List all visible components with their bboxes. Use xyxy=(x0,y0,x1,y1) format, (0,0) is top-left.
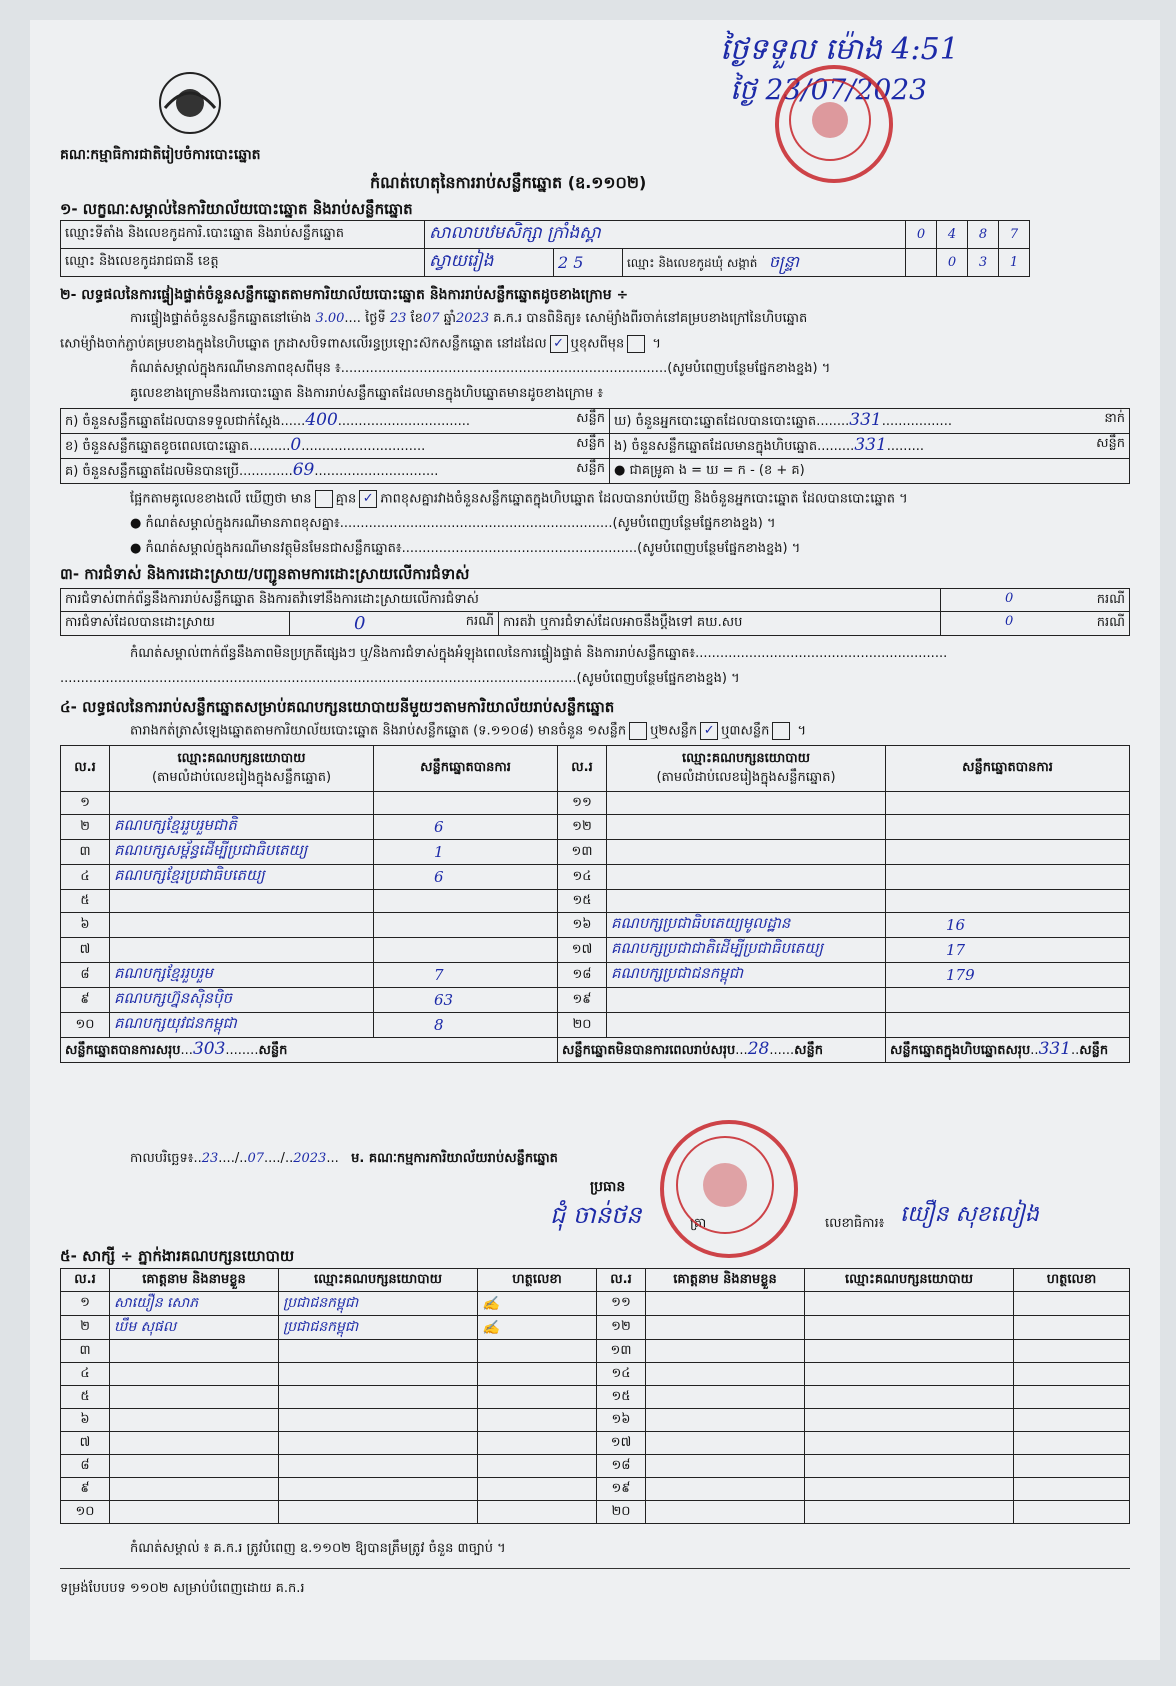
appeal-label: ការតវ៉ា ឬការជំទាស់ដែលអាចនឹងប្តឹងទៅ គឃ.សប xyxy=(499,612,941,636)
three-sheet-checkbox[interactable] xyxy=(772,722,790,740)
verify-line-2: សោម៉្យាំងចាក់ភ្ជាប់គម្របខាងក្នុងនៃហិបឆ្នោត ក្រដាសបិទពាសលើរន្ធប្រឡោះស៊កសន្លឹកឆ្នោត នៅដដែល ✓ ឬខុសពីមុន ។ xyxy=(60,336,661,352)
result-no: ៩ xyxy=(61,988,110,1013)
results-header-votes-right: សន្លឹកឆ្នោតបានការ xyxy=(886,746,1130,792)
witness-no: ៣ xyxy=(61,1340,110,1363)
result-party-right xyxy=(607,890,886,913)
witness-signature-right xyxy=(1014,1316,1130,1340)
handwritten-time: ថ្ងៃទទួល ម៉ោង 4:51 xyxy=(720,32,959,67)
witness-name xyxy=(110,1478,279,1501)
witness-name xyxy=(110,1409,279,1432)
two-sheet-checkbox[interactable]: ✓ xyxy=(700,722,718,740)
result-votes-right: 16 xyxy=(886,913,1130,938)
province-code: 2 5 xyxy=(554,249,623,277)
result-party: គណបក្សខ្មែរប្រជាធិបតេយ្យ xyxy=(110,865,374,890)
table-row xyxy=(61,1316,1130,1340)
table-row xyxy=(61,1501,1130,1524)
result-votes: 6 xyxy=(374,815,558,840)
witness-signature xyxy=(478,1478,597,1501)
witness-name: ឃឹម សុផល xyxy=(110,1316,279,1340)
unchanged-checkbox[interactable]: ✓ xyxy=(550,335,568,353)
witness-table xyxy=(60,1268,1130,1524)
witness-party-right xyxy=(805,1455,1014,1478)
results-header-votes: សន្លឹកឆ្នោតបានការ xyxy=(374,746,558,792)
red-stamp-top xyxy=(775,65,893,183)
witness-name xyxy=(110,1363,279,1386)
result-votes xyxy=(374,913,558,938)
emblem-icon xyxy=(155,68,225,138)
table-row xyxy=(61,1455,1130,1478)
form-footer: ទម្រង់បែបបទ ១១០២ សម្រាប់បំពេញដោយ គ.ក.រ xyxy=(60,1581,305,1596)
verify-note: កំណត់សម្គាល់ក្នុងករណីមានភាពខុសពីមុន ៖...............................................................................(សូមបំពេញបន្ថែមផ្នែកខាងខ្នង) ។ xyxy=(130,361,831,376)
footer-divider xyxy=(60,1568,1130,1569)
result-party-right: គណបក្សប្រជាជាតិដើម្បីប្រជាធិបតេយ្យ xyxy=(607,938,886,963)
complaints-label: ការជំទាស់ពាក់ព័ន្ធនឹងការរាប់សន្លឹកឆ្នោត និងការតវ៉ាទៅនឹងការដោះស្រាយលើការជំទាស់ xyxy=(61,589,941,612)
section-5-title: ៥- សាក្សី ÷ ភ្នាក់ងារគណបក្សនយោបាយ xyxy=(60,1247,295,1265)
result-party-right xyxy=(607,1013,886,1038)
count-table xyxy=(60,408,1130,484)
table-row xyxy=(61,792,1130,815)
result-votes xyxy=(374,792,558,815)
result-votes xyxy=(374,938,558,963)
difference-line: ផ្អែកតាមគូលេខខាងលើ ឃើញថា មាន គ្មាន ✓ ភាពខុសគ្នារវាងចំនួនសន្លឹកឆ្នោតក្នុងហិបឆ្នោត ដែលបានរាប់ឃើញ និងចំនួនអ្នកបោះឆ្នោត ដែលបានបោះឆ្នោត ។ xyxy=(130,491,908,507)
witness-no-right: ១១ xyxy=(597,1292,646,1316)
witness-name-right xyxy=(646,1363,805,1386)
table-row xyxy=(61,963,1130,988)
resolved-label: ការជំទាស់ដែលបានដោះស្រាយ xyxy=(61,612,290,636)
result-no: ៣ xyxy=(61,840,110,865)
witness-no-right: ១៨ xyxy=(597,1455,646,1478)
result-party: គណបក្សហ្វ៊ុនស៊ិនប៉ិច xyxy=(110,988,374,1013)
witness-party-right xyxy=(805,1340,1014,1363)
witness-name-right xyxy=(646,1340,805,1363)
witness-header-sig: ហត្ថលេខា xyxy=(478,1269,597,1292)
witness-no-right: ១២ xyxy=(597,1316,646,1340)
witness-signature-right xyxy=(1014,1478,1130,1501)
result-votes-right xyxy=(886,988,1130,1013)
province-label: ឈ្មោះ និងលេខកូដរាជធានី ខេត្ត xyxy=(61,249,425,277)
in-box-cell: ង) ចំនួនសន្លឹកឆ្នោតដែលមានក្នុងហិបឆ្នោត.........331......... សន្លឹក xyxy=(610,434,1130,459)
formula-cell: ● ជាគម្រូគា ង = ឃ = ក - (ខ + គ) xyxy=(610,459,1130,484)
province-value: ស្វាយរៀង xyxy=(425,249,554,277)
chair-signature: ជុំ ចាន់ថន xyxy=(550,1201,642,1229)
witness-header-party-right: ឈ្មោះគណបក្សនយោបាយ xyxy=(805,1269,1014,1292)
results-header-no: ល.រ xyxy=(61,746,110,792)
commune-code-2: 3 xyxy=(968,249,999,277)
result-votes: 7 xyxy=(374,963,558,988)
witness-name xyxy=(110,1432,279,1455)
foreign-object-note: ● កំណត់សម្គាល់ក្នុងករណីមានវត្ថុមិនមែនជាសន្លឹកឆ្នោត៖.........................................................(សូមបំពេញបន្ថែមផ្នែកខាងខ្នង) ។ xyxy=(130,541,801,556)
witness-no-right: ១៥ xyxy=(597,1386,646,1409)
witness-no: ៤ xyxy=(61,1363,110,1386)
table-row xyxy=(61,840,1130,865)
witness-signature xyxy=(478,1340,597,1363)
appeal-value: 0 ករណី xyxy=(941,612,1130,636)
result-party xyxy=(110,890,374,913)
location-code-4: 7 xyxy=(999,221,1030,249)
witness-name-right xyxy=(646,1386,805,1409)
form-sheet xyxy=(30,20,1160,1660)
red-stamp-bottom xyxy=(660,1120,798,1258)
table-row xyxy=(61,1478,1130,1501)
result-no: ៨ xyxy=(61,963,110,988)
witness-no-right: ១៤ xyxy=(597,1363,646,1386)
commune-code-1: 0 xyxy=(937,249,968,277)
witness-no-right: ១៣ xyxy=(597,1340,646,1363)
witness-signature-right xyxy=(1014,1386,1130,1409)
changed-checkbox[interactable] xyxy=(627,335,645,353)
result-party-right xyxy=(607,865,886,890)
witness-party-right xyxy=(805,1478,1014,1501)
result-votes-right: 17 xyxy=(886,938,1130,963)
witness-name-right xyxy=(646,1316,805,1340)
witness-party xyxy=(279,1340,478,1363)
witness-party-right xyxy=(805,1363,1014,1386)
location-value: សាលាបឋមសិក្សា ក្រាំងស្គា xyxy=(425,221,906,249)
witness-no: ៧ xyxy=(61,1432,110,1455)
result-votes-right xyxy=(886,1013,1130,1038)
witness-name xyxy=(110,1501,279,1524)
witness-no-right: ១៧ xyxy=(597,1432,646,1455)
result-no: ៥ xyxy=(61,890,110,913)
form-title: កំណត់ហេតុនៃការរាប់សន្លឹកឆ្នោត (ឧ.១១០២) xyxy=(370,173,647,192)
witness-name-right xyxy=(646,1292,805,1316)
witness-party-right xyxy=(805,1386,1014,1409)
witness-signature xyxy=(478,1501,597,1524)
complaints-value: 0 ករណី xyxy=(941,589,1130,612)
location-table xyxy=(60,220,1030,277)
witness-party xyxy=(279,1363,478,1386)
witness-name-right xyxy=(646,1432,805,1455)
witness-signature-right xyxy=(1014,1292,1130,1316)
section-3-title: ៣- ការជំទាស់ និងការដោះស្រាយ/បញ្ជូនតាមការដោះស្រាយលើការជំទាស់ xyxy=(60,565,470,583)
table-row xyxy=(61,1386,1130,1409)
witness-no: ៥ xyxy=(61,1386,110,1409)
has-difference-checkbox[interactable] xyxy=(315,490,333,508)
witness-signature xyxy=(478,1363,597,1386)
witness-header-name-right: គោត្តនាម និងនាមខ្លួន xyxy=(646,1269,805,1292)
result-no-right: ១១ xyxy=(558,792,607,815)
witness-party-right xyxy=(805,1409,1014,1432)
results-header-party-right: ឈ្មោះគណបក្សនយោបាយ (តាមលំដាប់លេខរៀងក្នុងសន្លឹកឆ្នោត) xyxy=(607,746,886,792)
table-row xyxy=(61,1432,1130,1455)
total-in-box-cell: សន្លឹកឆ្នោតក្នុងហិបឆ្នោតសរុប..331..សន្លឹក xyxy=(886,1038,1130,1063)
witness-party xyxy=(279,1501,478,1524)
commune-cell xyxy=(623,249,906,277)
witness-header-no: ល.រ xyxy=(61,1269,110,1292)
witness-party-right xyxy=(805,1292,1014,1316)
result-party-right xyxy=(607,815,886,840)
section-2-title: ២- លទ្ធផលនៃការផ្ទៀងផ្ទាត់ចំនួនសន្លឹកឆ្នោតតាមការិយាល័យបោះឆ្នោត និងការរាប់សន្លឹកឆ្នោតដូចខាងក្រោម ÷ xyxy=(60,287,629,303)
witness-no: ៩ xyxy=(61,1478,110,1501)
received-cell: ក) ចំនួនសន្លឹកឆ្នោតដែលបានទទួលជាក់ស្តែង......400................................ សន្លឹក xyxy=(61,409,610,434)
commune-label: ឈ្មោះ និងលេខកូដឃុំ សង្កាត់ xyxy=(627,255,758,270)
witness-signature-right xyxy=(1014,1432,1130,1455)
results-table xyxy=(60,745,1130,1063)
result-no: ៤ xyxy=(61,865,110,890)
result-party: គណបក្សសម្ព័ន្ធដើម្បីប្រជាធិបតេយ្យ xyxy=(110,840,374,865)
witness-signature-right xyxy=(1014,1409,1130,1432)
tally-sheet-line: តារាងកត់ត្រាសំឡេងឆ្នោតតាមការិយាល័យបោះឆ្នោត និងរាប់សន្លឹកឆ្នោត (ទ.១១០៨) មានចំនួន ១សន្លឹក ឬ២សន្លឹក ✓ ឬ៣សន្លឹក ។ xyxy=(130,723,807,739)
result-votes: 6 xyxy=(374,865,558,890)
result-party: គណបក្សខ្មែររួបរួម xyxy=(110,963,374,988)
result-no-right: ១៥ xyxy=(558,890,607,913)
result-no: ៧ xyxy=(61,938,110,963)
result-no-right: ១៦ xyxy=(558,913,607,938)
witness-signature xyxy=(478,1409,597,1432)
result-votes: 63 xyxy=(374,988,558,1013)
witness-no: ១០ xyxy=(61,1501,110,1524)
section-1-title: ១- លក្ខណៈសម្គាល់នៃការិយាល័យបោះឆ្នោត និងរាប់សន្លឹកឆ្នោត xyxy=(60,200,413,218)
result-party-right xyxy=(607,792,886,815)
result-no-right: ១៨ xyxy=(558,963,607,988)
date-line: កាលបរិច្ឆេទ៖..23..../..07..../..2023... ម. គណៈកម្មការការិយាល័យរាប់សន្លឹកឆ្នោត xyxy=(130,1151,558,1166)
result-no-right: ១៣ xyxy=(558,840,607,865)
table-row xyxy=(61,988,1130,1013)
table-row xyxy=(61,1363,1130,1386)
result-votes-right: 179 xyxy=(886,963,1130,988)
secretary-signature: យឿន សុខលៀង xyxy=(900,1202,1039,1227)
result-no-right: ១២ xyxy=(558,815,607,840)
table-row xyxy=(61,1292,1130,1316)
verify-line-1: ការផ្ទៀងផ្ទាត់ចំនួនសន្លឹកឆ្នោតនៅម៉ោង 3.00.... ថ្ងៃទី 23 ខែ07 ឆ្នាំ2023 គ.ក.រ បានពិនិត្យ៖ សោម៉្យាំងពីរចាក់នៅគម្របខាងក្រៅនៃហិបឆ្នោត xyxy=(130,311,808,326)
table-row xyxy=(61,1409,1130,1432)
witness-party: ប្រជាជនកម្ពុជា xyxy=(279,1316,478,1340)
witness-signature xyxy=(478,1455,597,1478)
complaints-table xyxy=(60,588,1130,636)
witness-name: សាយឿន សោភ xyxy=(110,1292,279,1316)
total-valid-cell: សន្លឹកឆ្នោតបានការសរុប...303........សន្លឹក xyxy=(61,1038,558,1063)
witness-signature: ✍ xyxy=(478,1292,597,1316)
witness-signature-right xyxy=(1014,1340,1130,1363)
location-label: ឈ្មោះទីតាំង និងលេខកូដការិ.បោះឆ្នោត និងរាប់សន្លឹកឆ្នោត xyxy=(61,221,425,249)
witness-signature-right xyxy=(1014,1501,1130,1524)
org-name: គណៈកម្មាធិការជាតិរៀបចំការបោះឆ្នោត xyxy=(60,147,261,163)
witness-signature xyxy=(478,1432,597,1455)
result-party xyxy=(110,938,374,963)
witness-no: ៨ xyxy=(61,1455,110,1478)
witness-no: ១ xyxy=(61,1292,110,1316)
spoiled-cell: ខ) ចំនួនសន្លឹកឆ្នោតខូចពេលបោះឆ្នោត..........0.............................. សន្លឹក xyxy=(61,434,610,459)
witness-signature-right xyxy=(1014,1363,1130,1386)
witness-header-name: គោត្តនាម និងនាមខ្លួន xyxy=(110,1269,279,1292)
witness-name xyxy=(110,1455,279,1478)
handwritten-date: ថ្ងៃ 23/07/2023 xyxy=(730,73,927,106)
witness-party-right xyxy=(805,1316,1014,1340)
table-row xyxy=(61,865,1130,890)
commune-value: ចន្ទ្រា xyxy=(768,251,799,271)
result-party-right xyxy=(607,840,886,865)
unused-cell: គ) ចំនួនសន្លឹកឆ្នោតដែលមិនបានប្រើ.............69.............................. សន្លឹក xyxy=(61,459,610,484)
witness-party-right xyxy=(805,1432,1014,1455)
witness-no: ២ xyxy=(61,1316,110,1340)
irregularity-note: កំណត់សម្គាល់ពាក់ព័ន្ធនឹងភាពមិនប្រក្រតីផ្សេងៗ ឬ/និងការជំទាស់ក្នុងអំឡុងពេលនៃការផ្ទៀងផ្ទាត់ និងការរាប់សន្លឹកឆ្នោត៖............................................................. xyxy=(130,646,948,661)
result-party-right: គណបក្សប្រជាជនកម្ពុជា xyxy=(607,963,886,988)
difference-note: ● កំណត់សម្គាល់ក្នុងករណីមានភាពខុសគ្នា៖..................................................................(សូមបំពេញបន្ថែមផ្នែកខាងខ្នង) ។ xyxy=(130,516,776,531)
witness-party xyxy=(279,1455,478,1478)
result-no-right: ១៤ xyxy=(558,865,607,890)
voters-cell: ឃ) ចំនួនអ្នកបោះឆ្នោតដែលបានបោះឆ្នោត........331................. នាក់ xyxy=(610,409,1130,434)
result-no-right: ១៩ xyxy=(558,988,607,1013)
result-no: ១០ xyxy=(61,1013,110,1038)
result-no: ៦ xyxy=(61,913,110,938)
count-intro: គូលេខខាងក្រោមនឹងការបោះឆ្នោត និងការរាប់សន្លឹកឆ្នោតដែលមានក្នុងហិបឆ្នោតមានដូចខាងក្រោម ៖ xyxy=(130,386,604,401)
witness-party xyxy=(279,1432,478,1455)
result-votes xyxy=(374,890,558,913)
result-party-right: គណបក្សប្រជាធិបតេយ្យមូលដ្ឋាន xyxy=(607,913,886,938)
witness-party-right xyxy=(805,1501,1014,1524)
witness-signature-right xyxy=(1014,1455,1130,1478)
result-party-right xyxy=(607,988,886,1013)
commune-code-blank xyxy=(906,249,937,277)
witness-name xyxy=(110,1386,279,1409)
witness-name xyxy=(110,1340,279,1363)
one-sheet-checkbox[interactable] xyxy=(629,722,647,740)
result-party: គណបក្សខ្មែររួបរួមជាតិ xyxy=(110,815,374,840)
location-code-2: 4 xyxy=(937,221,968,249)
witness-party xyxy=(279,1409,478,1432)
result-votes-right xyxy=(886,865,1130,890)
witness-no-right: ១៩ xyxy=(597,1478,646,1501)
table-row xyxy=(61,890,1130,913)
result-votes: 1 xyxy=(374,840,558,865)
table-row xyxy=(61,938,1130,963)
total-invalid-cell: សន្លឹកឆ្នោតមិនបានការពេលរាប់សរុប...28......សន្លឹក xyxy=(558,1038,886,1063)
result-party xyxy=(110,792,374,815)
witness-name-right xyxy=(646,1455,805,1478)
witness-signature xyxy=(478,1386,597,1409)
table-row xyxy=(61,1013,1130,1038)
result-party: គណបក្សយុវជនកម្ពុជា xyxy=(110,1013,374,1038)
result-party xyxy=(110,913,374,938)
witness-name-right xyxy=(646,1409,805,1432)
table-row xyxy=(61,815,1130,840)
witness-header-no-right: ល.រ xyxy=(597,1269,646,1292)
witness-no-right: ២០ xyxy=(597,1501,646,1524)
location-code-1: 0 xyxy=(906,221,937,249)
result-votes-right xyxy=(886,792,1130,815)
result-no-right: ១៧ xyxy=(558,938,607,963)
completion-note: កំណត់សម្គាល់ ៖ គ.ក.រ ត្រូវបំពេញ ឧ.១១០២ ឱ្យបានត្រឹមត្រូវ ចំនួន ៣ច្បាប់ ។ xyxy=(130,1541,506,1556)
result-no-right: ២០ xyxy=(558,1013,607,1038)
witness-party xyxy=(279,1478,478,1501)
result-votes-right xyxy=(886,890,1130,913)
witness-no-right: ១៦ xyxy=(597,1409,646,1432)
result-no: ២ xyxy=(61,815,110,840)
chair-label: ប្រធាន xyxy=(590,1179,626,1195)
irregularity-note-2: .............................................................................................................................(សូមបំពេញបន្ថែមផ្នែកខាងខ្នង) ។ xyxy=(60,671,740,686)
secretary-label: លេខាធិការ៖ xyxy=(825,1216,885,1231)
witness-party xyxy=(279,1386,478,1409)
result-votes-right xyxy=(886,815,1130,840)
witness-party: ប្រជាជនកម្ពុជា xyxy=(279,1292,478,1316)
witness-header-party: ឈ្មោះគណបក្សនយោបាយ xyxy=(279,1269,478,1292)
result-votes-right xyxy=(886,840,1130,865)
table-row xyxy=(61,913,1130,938)
no-difference-checkbox[interactable]: ✓ xyxy=(359,490,377,508)
result-no: ១ xyxy=(61,792,110,815)
witness-signature: ✍ xyxy=(478,1316,597,1340)
resolved-value: 0 ករណី xyxy=(290,612,499,636)
table-row xyxy=(61,1340,1130,1363)
location-code-3: 8 xyxy=(968,221,999,249)
stamp-label: ត្រា xyxy=(690,1216,707,1231)
witness-name-right xyxy=(646,1478,805,1501)
results-header-party: ឈ្មោះគណបក្សនយោបាយ (តាមលំដាប់លេខរៀងក្នុងសន្លឹកឆ្នោត) xyxy=(110,746,374,792)
results-header-no-right: ល.រ xyxy=(558,746,607,792)
commune-code-3: 1 xyxy=(999,249,1030,277)
section-4-title: ៤- លទ្ធផលនៃការរាប់សន្លឹកឆ្នោតសម្រាប់គណបក្សនយោបាយនីមួយៗតាមការិយាល័យរាប់សន្លឹកឆ្នោត xyxy=(60,698,615,716)
witness-name-right xyxy=(646,1501,805,1524)
result-votes: 8 xyxy=(374,1013,558,1038)
witness-header-sig-right: ហត្ថលេខា xyxy=(1014,1269,1130,1292)
witness-no: ៦ xyxy=(61,1409,110,1432)
